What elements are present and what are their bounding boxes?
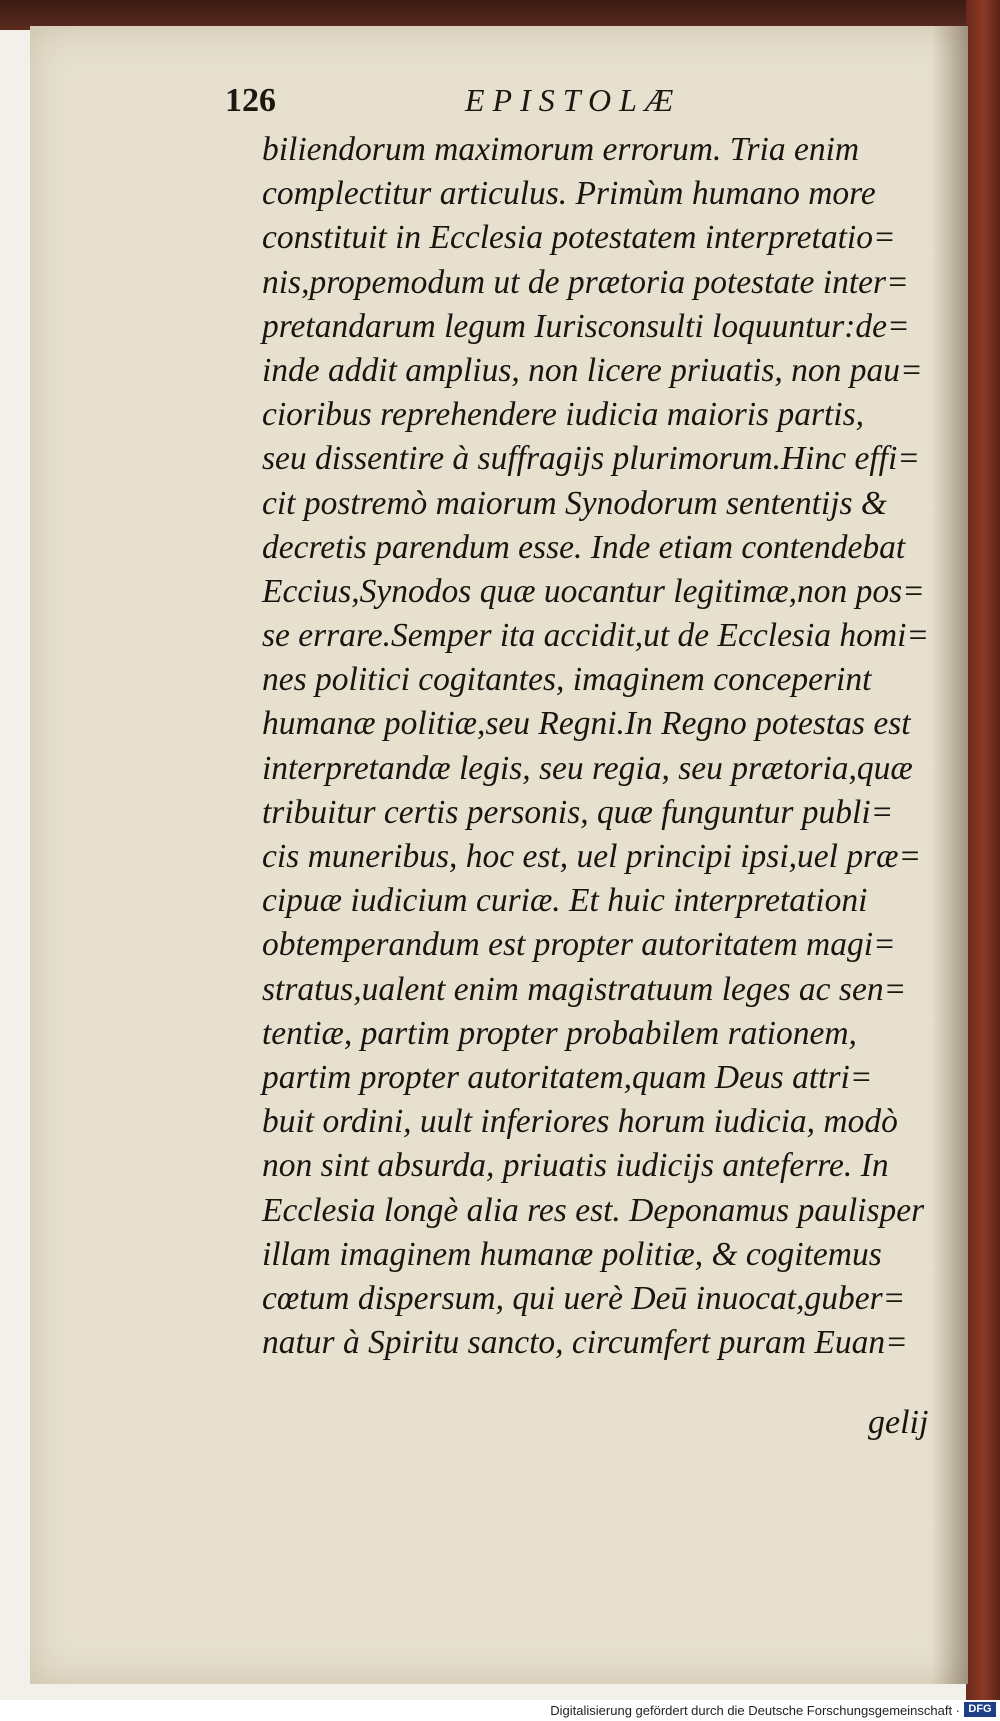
footer-bar [0,1700,1000,1721]
text-line: stratus,ualent enim magistratuum leges ac sen= [262,970,907,1008]
text-line: obtemperandum est propter autoritatem magi= [262,926,896,964]
text-line: cit postremò maiorum Synodorum sententijs & [262,484,887,522]
running-head [225,82,745,122]
text-line: Ecclesia longè alia res est. Deponamus paulisper [262,1191,925,1229]
text-line: se errare.Semper ita accidit,ut de Ecclesia homi= [262,617,930,655]
digitization-credit: Digitalisierung gefördert durch die Deutsche Forschungsgemeinschaft · [550,1703,960,1718]
text-line: cipuæ iudicium curiæ. Et huic interpretationi [262,882,868,920]
catchword: gelij [868,1404,929,1441]
text-line: partim propter autoritatem,quam Deus attri= [262,1058,873,1096]
text-line: biliendorum maximorum errorum. Tria enim [262,131,860,168]
text-line: cis muneribus, hoc est, uel principi ipsi,uel præ= [262,838,922,875]
dfg-logo[interactable]: DFG [964,1702,996,1717]
page-gutter-shadow [932,26,968,1684]
text-line: complectitur articulus. Primùm humano more [262,175,876,213]
text-line: inde addit amplius, non licere priuatis, non pau= [262,351,923,389]
text-line: tribuitur certis personis, quæ funguntur publi= [262,793,894,831]
text-line: illam imaginem humanæ politiæ, & cogitemus [262,1235,882,1273]
text-line: cioribus reprehendere iudicia maioris partis, [262,396,865,434]
text-line: buit ordini, uult inferiores horum iudicia, modò [262,1103,898,1141]
text-line: constituit in Ecclesia potestatem interpretatio= [262,219,896,257]
body-text [262,128,930,1365]
text-line: tentiæ, partim propter probabilem rationem, [262,1014,857,1052]
text-line: pretandarum legum Iurisconsulti loquuntur:de= [262,307,910,345]
page-number: 126 [225,82,276,119]
text-line: decretis parendum esse. Inde etiam contendebat [262,528,906,566]
text-line: humanæ politiæ,seu Regni.In Regno potestas est [262,705,911,743]
book-spine [966,0,1000,1700]
text-line: nis,propemodum ut de prætoria potestate inter= [262,263,909,301]
text-line: interpretandæ legis, seu regia, seu prætoria,quæ [262,749,913,787]
text-line: nes politici cogitantes, imaginem conceperint [262,661,872,699]
text-line: cœtum dispersum, qui uerè Deū inuocat,guber= [262,1279,906,1317]
text-line: Eccius,Synodos quæ uocantur legitimæ,non pos= [262,572,925,610]
text-line: non sint absurda, priuatis iudicijs anteferre. In [262,1147,889,1185]
text-line: natur à Spiritu sancto, circumfert puram Euan= [262,1324,908,1362]
running-title: EPISTOLÆ [465,82,682,118]
text-line: seu dissentire à suffragijs plurimorum.Hinc effi= [262,440,920,478]
